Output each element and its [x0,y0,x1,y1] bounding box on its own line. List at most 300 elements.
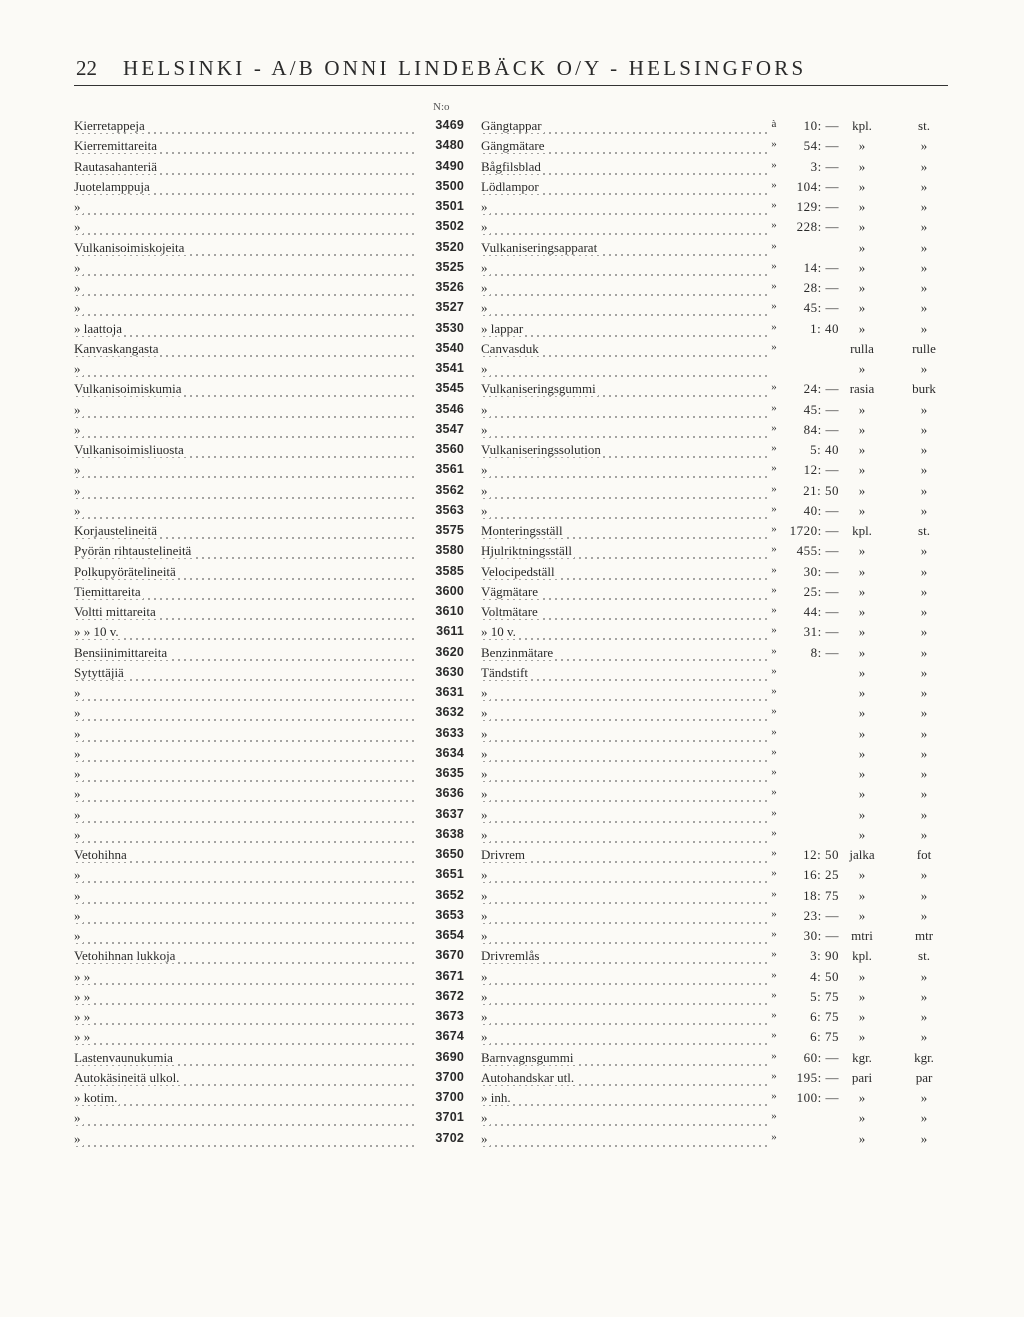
swedish-name [481,726,767,742]
unit-finnish: » [858,320,866,336]
price: 6: 75 [810,1029,839,1045]
finnish-name [74,503,416,519]
swedish-name [481,685,767,701]
swedish-name-text: Gängmätare [481,138,545,154]
item-number: 3700 [435,1069,464,1084]
swedish-name-text: » [481,928,488,943]
item-number: 3671 [435,968,464,983]
swedish-name-text: Vulkaniseringssolution [481,442,601,457]
price: 44: — [803,604,839,619]
unit-finnish: » [858,887,866,903]
swedish-name [481,969,767,985]
ditto-mark: » [771,138,777,151]
swedish-name-text: » inh. [481,1090,511,1105]
swedish-name-text: Benzinmätare [481,644,554,660]
swedish-name-text: » [481,867,488,883]
swedish-name [481,118,767,134]
unit-swedish: » [920,1110,928,1126]
ditto-mark: » [771,219,777,232]
swedish-name [481,948,767,964]
swedish-name-text: » [481,766,488,781]
ditto-mark: » [771,300,777,313]
unit-swedish: » [920,644,928,660]
list-row [0,724,1024,744]
finnish-name-text: » [74,482,81,498]
finnish-name-text: » [74,421,81,437]
list-row [0,683,1024,703]
swedish-name [481,483,767,499]
ditto-mark: » [771,523,777,535]
finnish-name-text: » » [74,968,91,984]
swedish-name-text: Lödlampor [481,178,539,194]
unit-finnish: » [858,1130,866,1146]
finnish-name [74,1029,416,1045]
page-header [76,56,948,88]
list-row [0,278,1024,298]
swedish-name [481,665,767,681]
ditto-mark: » [771,1090,777,1102]
list-row [0,1068,1024,1088]
list-row [0,987,1024,1007]
finnish-name [74,726,416,742]
unit-swedish: » [920,867,928,883]
unit-swedish: » [920,300,928,316]
finnish-name [74,422,416,438]
swedish-name [481,503,767,519]
ditto-mark: » [771,604,777,616]
ditto-mark: » [771,1130,777,1143]
price: 25: — [803,583,839,599]
swedish-name-text: » [481,907,488,923]
swedish-name [481,1009,767,1025]
item-number: 3520 [435,239,464,254]
swedish-name [481,402,767,418]
finnish-name-text: Kierretappeja [74,118,145,133]
swedish-name [481,705,767,721]
item-number: 3526 [435,280,464,294]
finnish-name-text: » [74,786,81,802]
unit-finnish: kpl. [852,523,872,538]
swedish-name-text: » lappar [481,320,524,336]
unit-swedish: st. [918,118,930,133]
swedish-name [481,786,767,802]
swedish-name [481,645,767,661]
swedish-name-text: » [481,1110,488,1126]
list-row [0,643,1024,663]
finnish-name-text: » [74,280,81,295]
list-row [0,602,1024,622]
price: 23: — [803,907,839,923]
swedish-name-text: » [481,401,488,417]
unit-finnish: » [858,462,866,478]
item-number: 3634 [435,745,464,760]
price: 195: — [796,1069,839,1085]
unit-swedish: » [920,219,928,235]
finnish-name [74,199,416,215]
finnish-name [74,280,416,296]
item-number: 3611 [436,624,464,639]
item-number: 3636 [435,786,464,801]
price: 60: — [803,1049,839,1065]
finnish-name [74,908,416,924]
unit-finnish: jalka [849,847,875,862]
swedish-name-text: » [481,259,488,275]
item-number: 3637 [435,806,464,821]
finnish-name [74,321,416,337]
unit-finnish: » [858,158,866,174]
finnish-name-text: Autokäsineitä ulkol. [74,1069,180,1085]
item-number: 3575 [435,523,464,537]
swedish-name [481,321,767,337]
unit-swedish: burk [912,381,936,397]
finnish-name-text: » [74,1110,81,1126]
unit-swedish: rulle [912,340,936,356]
price: 24: — [803,381,839,397]
price: 1: 40 [810,320,839,336]
swedish-name [481,381,767,397]
unit-finnish: rulla [850,340,874,356]
unit-finnish: » [858,502,866,518]
price: 104: — [796,178,839,194]
finnish-name [74,685,416,701]
swedish-name-text: Drivrem [481,847,526,862]
price: 31: — [803,624,839,640]
swedish-name-text: » [481,806,488,822]
swedish-name-text: Vulkaniseringsapparat [481,239,598,255]
swedish-name [481,584,767,600]
price: 129: — [796,199,839,214]
list-row [0,521,1024,541]
ditto-mark: » [771,725,777,738]
swedish-name-text: » [481,300,488,316]
item-number: 3635 [435,766,464,780]
list-row [0,177,1024,197]
price: 16: 25 [803,867,839,883]
finnish-name-text: » [74,300,81,316]
list-row [0,116,1024,136]
list-row [0,703,1024,723]
finnish-name-text: Vulkanisoimiskumia [74,381,182,397]
finnish-name-text: » [74,806,81,822]
finnish-name [74,361,416,377]
item-number: 3600 [435,583,464,598]
finnish-name-text: » laattoja [74,320,123,336]
price: 28: — [803,280,839,295]
list-row [0,1027,1024,1047]
unit-swedish: » [920,887,928,903]
finnish-name-text: » [74,826,81,842]
price: 14: — [803,259,839,275]
list-row [0,460,1024,480]
swedish-name-text: Gängtappar [481,118,542,133]
finnish-name-text: » » [74,988,91,1004]
finnish-name [74,260,416,276]
item-number: 3633 [435,725,464,740]
item-number: 3561 [435,462,464,477]
item-number: 3610 [435,604,464,618]
swedish-name-text: » [481,361,488,376]
unit-swedish: » [920,462,928,478]
list-row [0,420,1024,440]
finnish-name-text: » [74,259,81,275]
unit-swedish: » [920,442,928,457]
finnish-name [74,118,416,134]
unit-swedish: » [920,786,928,802]
finnish-name [74,746,416,762]
swedish-name [481,199,767,215]
finnish-name [74,381,416,397]
unit-finnish: » [858,219,866,235]
finnish-name [74,989,416,1005]
swedish-name-text: » [481,968,488,984]
finnish-name [74,138,416,154]
swedish-name [481,523,767,539]
finnish-name [74,523,416,539]
finnish-name-text: Vetohihna [74,847,127,862]
price: 84: — [803,421,839,437]
unit-swedish: » [920,968,928,984]
finnish-name-text: Voltti mittareita [74,604,156,619]
swedish-name-text: Drivremlås [481,948,540,964]
item-number: 3690 [435,1049,464,1064]
unit-finnish: » [858,421,866,437]
unit-swedish: kgr. [914,1049,934,1065]
finnish-name [74,645,416,661]
unit-finnish: » [858,725,866,741]
finnish-name-text: » [74,867,81,883]
swedish-name [481,766,767,782]
swedish-name [481,280,767,296]
item-number: 3650 [435,847,464,861]
finnish-name [74,1050,416,1066]
unit-finnish: pari [851,1069,873,1085]
list-row [0,157,1024,177]
ditto-mark: » [771,239,777,252]
finnish-name-text: » kotim. [74,1090,118,1105]
finnish-name [74,665,416,681]
finnish-name [74,462,416,478]
unit-swedish: » [920,624,928,640]
swedish-name-text: Canvasduk [481,340,539,356]
unit-swedish: » [920,158,928,174]
ditto-mark: » [771,766,777,778]
ditto-mark: » [771,320,777,333]
swedish-name-text: » [481,1009,488,1024]
unit-swedish: » [920,1130,928,1146]
unit-swedish: » [920,988,928,1004]
ditto-mark: à [771,118,777,130]
list-row [0,400,1024,420]
item-number: 3560 [435,442,464,456]
page-number: 22 [76,56,97,80]
ditto-mark: » [771,1110,777,1123]
unit-swedish: » [920,705,928,721]
list-row [0,319,1024,339]
swedish-name [481,1070,767,1086]
list-row [0,805,1024,825]
unit-swedish: » [920,543,928,559]
unit-swedish: par [915,1069,933,1085]
item-number: 3501 [435,199,464,213]
finnish-name [74,604,416,620]
unit-swedish: » [920,826,928,842]
item-number: 3630 [435,664,464,679]
list-row [0,298,1024,318]
swedish-name-text: » [481,1130,488,1146]
finnish-name-text: Korjaustelineitä [74,523,158,538]
price: 8: — [810,644,839,660]
swedish-name-text: » [481,725,488,741]
item-number: 3632 [435,705,464,720]
list-row [0,136,1024,156]
unit-finnish: mtri [851,928,873,943]
finnish-name [74,341,416,357]
finnish-name-text: » [74,725,81,741]
unit-swedish: » [920,685,928,700]
ditto-mark: » [771,421,777,434]
item-number: 3480 [435,138,464,153]
list-row [0,622,1024,642]
item-number: 3652 [435,887,464,902]
swedish-name-text: Monteringsställ [481,523,563,538]
ditto-mark: » [771,259,777,272]
swedish-name [481,240,767,256]
item-number: 3500 [435,178,464,193]
list-row [0,541,1024,561]
ditto-mark: » [771,482,777,495]
item-number: 3530 [435,320,464,335]
swedish-name-text: Hjulriktningsställ [481,543,572,559]
ditto-mark: » [771,563,777,576]
finnish-name-text: » [74,907,81,923]
ditto-mark: » [771,381,777,394]
unit-finnish: » [858,138,866,154]
finnish-name-text: Lastenvaunukumia [74,1049,173,1065]
header-rule [74,85,948,86]
price: 12: 50 [803,847,839,862]
list-row [0,886,1024,906]
finnish-name-text: » [74,199,81,214]
unit-finnish: » [858,644,866,660]
item-number: 3700 [435,1090,464,1104]
item-number: 3585 [435,563,464,578]
item-number: 3651 [435,867,464,882]
swedish-name [481,159,767,175]
list-row [0,865,1024,885]
list-row [0,481,1024,501]
swedish-name [481,1050,767,1066]
swedish-name [481,827,767,843]
unit-swedish: » [920,766,928,781]
item-number: 3563 [435,502,464,517]
swedish-name [481,847,767,863]
unit-finnish: » [858,361,866,376]
list-row [0,258,1024,278]
finnish-name [74,402,416,418]
swedish-name [481,604,767,620]
swedish-name [481,928,767,944]
unit-swedish: » [920,664,928,680]
finnish-name-text: Kierremittareita [74,138,158,154]
finnish-name [74,543,416,559]
unit-finnish: » [858,1090,866,1105]
unit-swedish: st. [918,948,930,964]
unit-swedish: » [920,1029,928,1045]
unit-finnish: » [858,745,866,761]
unit-finnish: » [858,766,866,781]
finnish-name [74,888,416,904]
ditto-mark: » [771,1029,777,1042]
item-number: 3673 [435,1009,464,1023]
swedish-name [481,260,767,276]
swedish-name-text: Vägmätare [481,583,539,599]
finnish-name-text: Tiemittareita [74,583,141,599]
unit-swedish: st. [918,523,930,538]
ditto-mark: » [771,745,777,758]
ditto-mark: » [771,158,777,171]
unit-finnish: » [858,988,866,1004]
list-row [0,339,1024,359]
finnish-name [74,867,416,883]
price: 455: — [796,543,839,559]
unit-swedish: mtr [914,928,934,943]
unit-finnish: » [858,826,866,842]
list-row [0,197,1024,217]
swedish-name-text: » [481,482,488,498]
swedish-name-text: » [481,685,488,700]
finnish-name [74,483,416,499]
ditto-mark: » [771,502,777,515]
ditto-mark: » [771,988,777,1001]
finnish-name-text: » [74,887,81,903]
item-number: 3638 [435,826,464,841]
unit-swedish: » [920,138,928,154]
unit-swedish: » [920,1090,928,1105]
unit-swedish: » [920,806,928,822]
finnish-name [74,847,416,863]
finnish-name-text: » » [74,1029,91,1045]
list-row [0,562,1024,582]
item-number: 3527 [435,300,464,315]
ditto-mark: » [771,887,777,900]
swedish-name-text: » [481,745,488,761]
ditto-mark: » [771,543,777,556]
finnish-name-text: » [74,361,81,376]
unit-finnish: » [858,401,866,417]
unit-swedish: » [920,320,928,336]
unit-swedish: » [920,1009,928,1024]
swedish-name-text: » [481,988,488,1004]
unit-finnish: » [858,563,866,579]
swedish-name-text: Voltmätare [481,604,538,619]
unit-swedish: » [920,239,928,255]
item-number: 3620 [435,644,464,659]
finnish-name [74,1131,416,1147]
swedish-name [481,807,767,823]
unit-finnish: » [858,543,866,559]
finnish-name [74,1009,416,1025]
unit-finnish: » [858,705,866,721]
ditto-mark: » [771,847,777,859]
number-column-header: N:o [433,101,450,113]
unit-finnish: » [858,968,866,984]
swedish-name [481,300,767,316]
swedish-name-text: » [481,199,488,214]
unit-finnish: » [858,907,866,923]
finnish-name [74,766,416,782]
list-row [0,217,1024,237]
item-number: 3580 [435,543,464,558]
